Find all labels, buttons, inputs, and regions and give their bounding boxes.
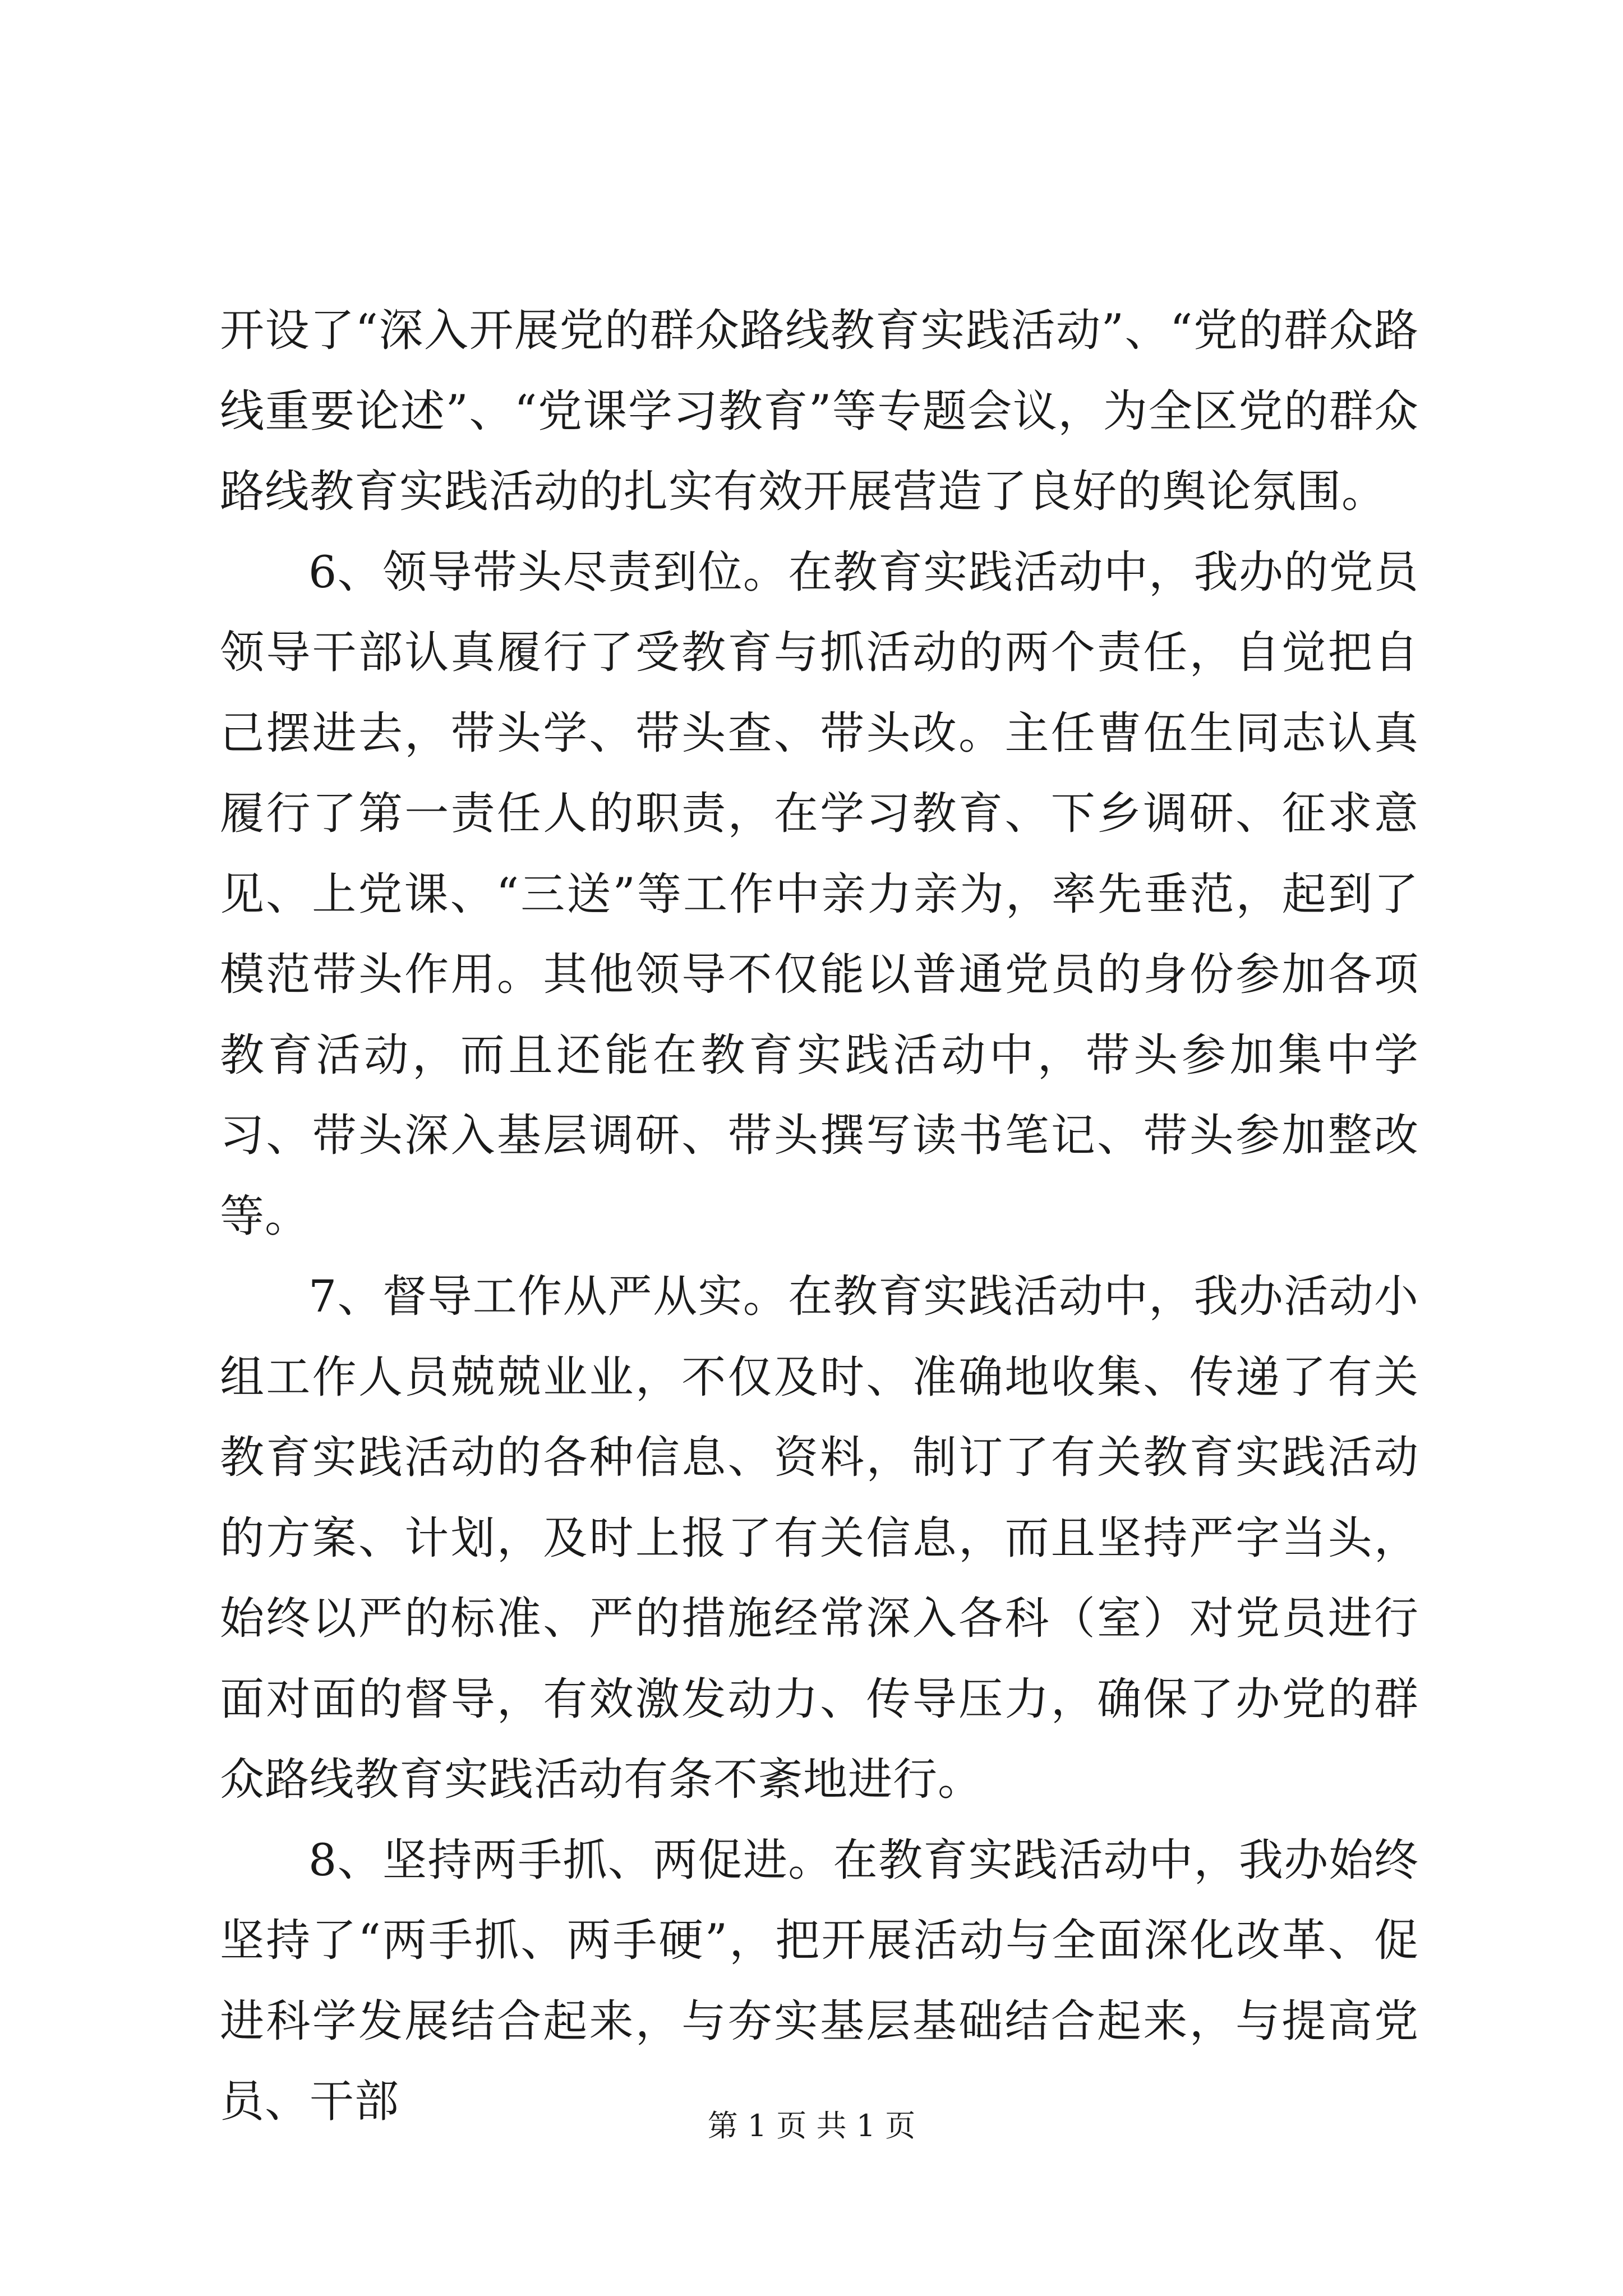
paragraph-8-two-hands: 8、坚持两手抓、两促进。在教育实践活动中，我办始终坚持了“两手抓、两手硬”，把开展活动与全面深化改革、促进科学发展结合起来，与夯实基层基础结合起来，与提高党员、干部 xyxy=(220,1834,1419,2127)
document-body xyxy=(220,291,1419,2142)
paragraph-intro: 开设了“深入开展党的群众路线教育实践活动”、“党的群众路线重要论述”、“党课学习教育”等专题会议，为全区党的群众路线教育实践活动的扎实有效开展营造了良好的舆论氛围。 xyxy=(220,305,1419,517)
page-number-footer: 第 1 页 共 1 页 xyxy=(707,2108,916,2143)
paragraph-7-supervision: 7、督导工作从严从实。在教育实践活动中，我办活动小组工作人员兢兢业业，不仅及时、准确地收集、传递了有关教育实践活动的各种信息、资料，制订了有关教育实践活动的方案、计划，及时上报了有关信息，而且坚持严字当头，始终以严的标准、严的措施经常深入各科（室）对党员进行面对面的督导，有效激发动力、传导压力，确保了办党的群众路线教育实践活动有条不紊地进行。 xyxy=(220,1271,1419,1805)
paragraph-6-leadership: 6、领导带头尽责到位。在教育实践活动中，我办的党员领导干部认真履行了受教育与抓活动的两个责任，自觉把自己摆进去，带头学、带头查、带头改。主任曹伍生同志认真履行了第一责任人的职责，在学习教育、下乡调研、征求意见、上党课、“三送”等工作中亲力亲为，率先垂范，起到了模范带头作用。其他领导不仅能以普通党员的身份参加各项教育活动，而且还能在教育实践活动中，带头参加集中学习、带头深入基层调研、带头撰写读书笔记、带头参加整改等。 xyxy=(220,546,1419,1242)
